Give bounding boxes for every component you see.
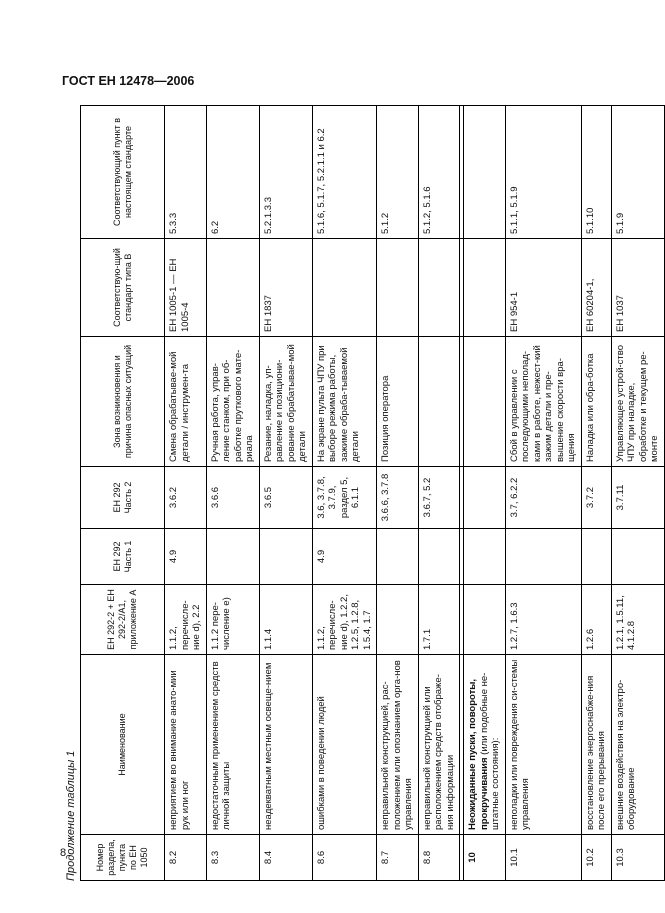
cell-clause: 5.3.3	[165, 106, 207, 239]
col-header-en292-part2: ЕН 292 Часть 2	[81, 467, 165, 529]
table-row	[418, 106, 460, 881]
cell-name: неполадки или повреждения си-стемы управления	[505, 655, 581, 835]
cell-name: недостаточным применением средств личной защиты	[206, 655, 259, 835]
cell-zone: Позиция оператора	[377, 337, 419, 467]
cell-part2: 3.6.7, 5.2	[418, 467, 460, 529]
col-header-clause: Соответствующий пункт в настоящем стандарте	[81, 106, 165, 239]
cell-standard	[312, 239, 377, 337]
page-number: 8	[60, 847, 67, 859]
cell-name: неадекватным местным освеще-нием	[259, 655, 312, 835]
cell-zone: Смена обрабатывае-мой детали / инструмен-та	[165, 337, 207, 467]
cell-part2: 3.6, 3.7.8, 3.7.9, раздел 5, 6.1.1	[312, 467, 377, 529]
cell-number: 8.3	[206, 835, 259, 881]
cell-part2: 3.7.11	[611, 467, 664, 529]
cell-clause: 5.1.9	[611, 106, 664, 239]
table-row	[377, 106, 419, 881]
cell-part1	[581, 529, 611, 585]
cell-number: 8.4	[259, 835, 312, 881]
cell-name: неправильной конструкцией, рас-положением или опознанием орга-нов управления	[377, 655, 419, 835]
cell-number: 10.1	[505, 835, 581, 881]
cell-standard	[206, 239, 259, 337]
cell-part1: 4.9	[165, 529, 207, 585]
cell-part1	[611, 529, 664, 585]
cell-annex-a: 1.1.4	[259, 585, 312, 655]
cell-standard: ЕН 1005-1 — ЕН 1005-4	[165, 239, 207, 337]
cell-name	[464, 655, 506, 835]
cell-standard	[377, 239, 419, 337]
cell-number: 8.7	[377, 835, 419, 881]
cell-standard: ЕН 954-1	[505, 239, 581, 337]
cell-number: 8.6	[312, 835, 377, 881]
cell-clause: 5.1.2, 5.1.6	[418, 106, 460, 239]
table-row	[165, 106, 207, 881]
cell-annex-a: 1.1.2 пере-числение е)	[206, 585, 259, 655]
cell-number: 8.8	[418, 835, 460, 881]
hazards-table	[80, 105, 665, 881]
cell-part1	[206, 529, 259, 585]
cell-zone: Наладка или обра-ботка	[581, 337, 611, 467]
cell-number: 8.2	[165, 835, 207, 881]
cell-clause: 5.2.1.3.3	[259, 106, 312, 239]
table-row	[259, 106, 312, 881]
col-header-name: Наименование	[81, 655, 165, 835]
cell-zone: На экране пульта ЧПУ при выборе режима работы, зажиме обраба-тываемой детали	[312, 337, 377, 467]
cell-clause: 5.1.10	[581, 106, 611, 239]
col-header-number: Номер раздела, пункта по ЕН 1050	[81, 835, 165, 881]
cell-zone: Управляющее устрой-ство ЧПУ при наладке, обработке и текущем ре-монте	[611, 337, 664, 467]
cell-name: неправильной конструкцией или расположением средств отображе-ния информации	[418, 655, 460, 835]
document-header: ГОСТ ЕН 12478—2006	[62, 74, 195, 88]
col-header-zone: Зона возникновения и причина опасных ситуаций	[81, 337, 165, 467]
cell-standard: ЕН 1037	[611, 239, 664, 337]
cell-annex-a: 1.2.6	[581, 585, 611, 655]
table-row	[312, 106, 377, 881]
cell-clause: 5.1.2	[377, 106, 419, 239]
cell-part2: 3.6.2	[165, 467, 207, 529]
cell-part1	[505, 529, 581, 585]
cell-annex-a: 1.2.7, 1.6.3	[505, 585, 581, 655]
table-row	[505, 106, 581, 881]
cell-part2: 3.6.6	[206, 467, 259, 529]
cell-zone: Ручная работа, управ-ление станком, при об-работке пруткового мате-риала	[206, 337, 259, 467]
cell-clause: 5.1.6, 5.1.7, 5.2.1.1 и 6.2	[312, 106, 377, 239]
col-header-type-b-standard: Соответствую-щий стандарт типа В	[81, 239, 165, 337]
cell-clause: 6.2	[206, 106, 259, 239]
table-row	[581, 106, 611, 881]
cell-annex-a: 1.1.2, перечисле-ние d), 1.2.2, 1.2.5, 1.2.8, 1.5.4, 1.7	[312, 585, 377, 655]
cell-number: 10.2	[581, 835, 611, 881]
cell-part2: 3.6.5	[259, 467, 312, 529]
cell-name: неприятием во внимание анато-мии рук или ног	[165, 655, 207, 835]
cell-part1	[377, 529, 419, 585]
cell-name: восстановление энергоснабже-ния после его прерывания	[581, 655, 611, 835]
cell-zone: Резание, наладка, уп-равление и позициони-рование обрабатывае-мой детали	[259, 337, 312, 467]
col-header-en292-2: ЕН 292-2 + ЕН 292-2/А1, приложение А	[81, 585, 165, 655]
cell-zone: Сбой в управлении с последующими неполад-ками в работе, нежест-кий зажим детали и пре-вышение скорости вра-щения	[505, 337, 581, 467]
cell-number: 10.3	[611, 835, 664, 881]
cell-part2: 3.7, 6.2.2	[505, 467, 581, 529]
table-header-row	[81, 106, 165, 881]
col-header-en292-part1: ЕН 292 Часть 1	[81, 529, 165, 585]
cell-annex-a: 1.7.1	[418, 585, 460, 655]
cell-part2: 3.7.2	[581, 467, 611, 529]
cell-part1	[418, 529, 460, 585]
cell-standard	[418, 239, 460, 337]
cell-part1: 4.9	[312, 529, 377, 585]
cell-part2: 3.6.6, 3.7.8	[377, 467, 419, 529]
cell-name: внешние воздействия на электро-оборудование	[611, 655, 664, 835]
cell-number: 10	[464, 835, 506, 881]
cell-zone	[418, 337, 460, 467]
table-row	[206, 106, 259, 881]
cell-standard: ЕН 60204-1,	[581, 239, 611, 337]
cell-part1	[259, 529, 312, 585]
table-continuation-caption: Продолжение таблицы 1	[65, 750, 77, 881]
section-title-rest: (или подобные не-штатные состояния):	[478, 672, 501, 830]
section-title: Неожиданные пуски, повороты, прокручивания	[467, 679, 490, 830]
table-section-row	[464, 106, 506, 881]
rotated-table-area	[62, 106, 660, 881]
cell-annex-a: 1.1.2, перечисле-ние d), 2.2	[165, 585, 207, 655]
cell-annex-a: 1.2.1, 1.5.11, 4.1.2.8	[611, 585, 664, 655]
cell-annex-a	[377, 585, 419, 655]
cell-clause: 5.1.1, 5.1.9	[505, 106, 581, 239]
cell-standard: ЕН 1837	[259, 239, 312, 337]
cell-name: ошибками в поведении людей	[312, 655, 377, 835]
table-row	[611, 106, 664, 881]
